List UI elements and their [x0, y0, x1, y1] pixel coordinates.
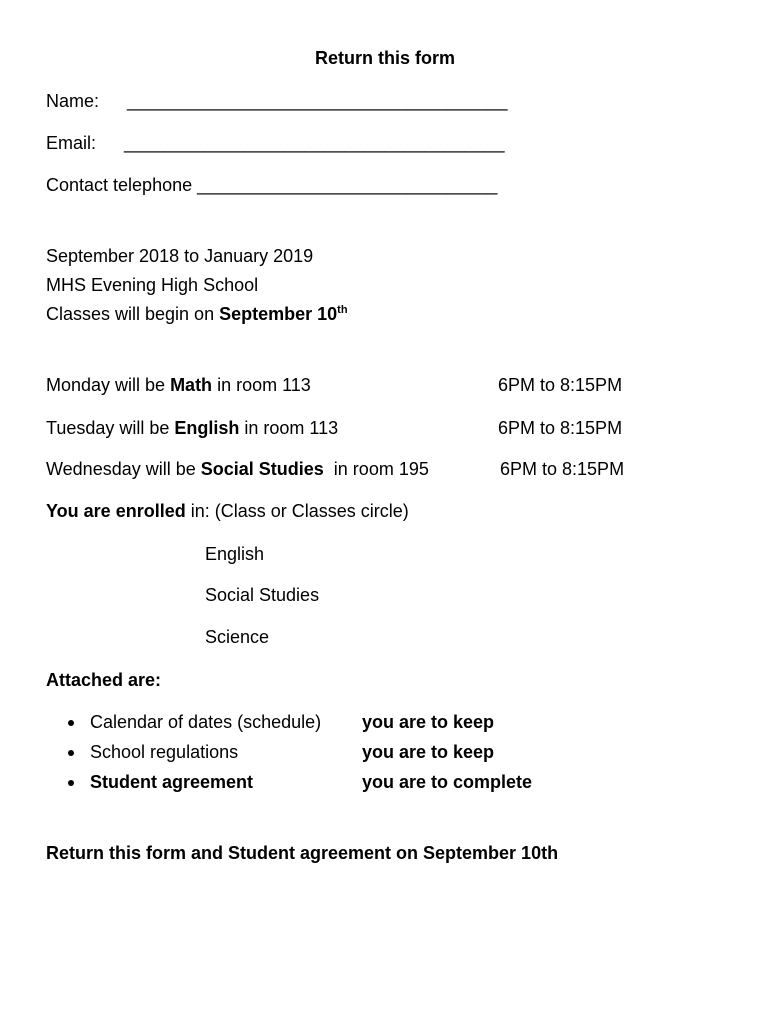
name-field-row — [46, 91, 507, 112]
enrolled-rest: in: (Class or Classes circle) — [185, 501, 409, 521]
schedule-row-tuesday — [46, 418, 338, 439]
schedule-row-wednesday — [46, 459, 429, 480]
school-name: MHS Evening High School — [46, 275, 259, 295]
schedule-prefix: Monday will be — [46, 375, 171, 395]
name-field[interactable]: ______________________________________ — [127, 91, 508, 111]
email-field[interactable]: ______________________________________ — [124, 133, 505, 153]
schedule-time-monday: 6PM to 8:15PM — [498, 375, 623, 395]
schedule-prefix: Wednesday will be — [46, 459, 201, 479]
enrolled-option-english[interactable]: English — [205, 544, 265, 564]
schedule-subject: Social Studies — [200, 459, 324, 479]
class-start-prefix: Classes will begin on — [46, 304, 220, 324]
phone-field-row — [46, 175, 497, 196]
enrolled-option-social-studies[interactable]: Social Studies — [205, 585, 320, 605]
bullet-icon — [68, 750, 74, 756]
attached-item: Student agreement — [90, 772, 254, 792]
enrolled-heading — [46, 501, 409, 522]
name-label: Name: — [46, 91, 100, 111]
schedule-subject: Math — [170, 375, 213, 395]
enrolled-option-science[interactable]: Science — [205, 627, 270, 647]
schedule-room: in room 113 — [239, 418, 339, 438]
schedule-subject: English — [174, 418, 240, 438]
schedule-room: in room 113 — [212, 375, 311, 395]
bullet-icon — [68, 720, 74, 726]
bullet-icon — [68, 780, 74, 786]
term-dates: September 2018 to January 2019 — [46, 246, 314, 266]
attached-action: you are to keep — [362, 712, 495, 732]
schedule-row-monday — [46, 375, 311, 396]
schedule-room: in room 195 — [323, 459, 429, 479]
email-field-row — [46, 133, 504, 154]
attached-action: you are to complete — [362, 772, 533, 792]
attached-item: School regulations — [90, 742, 239, 762]
attached-item: Calendar of dates (schedule) — [90, 712, 322, 732]
enrolled-bold: You are enrolled — [46, 501, 186, 521]
attached-action: you are to keep — [362, 742, 495, 762]
email-label: Email: — [46, 133, 97, 153]
return-note: Return this form and Student agreement on September 10th — [46, 843, 559, 863]
phone-label: Contact telephone — [46, 175, 193, 195]
schedule-time-wednesday: 6PM to 8:15PM — [500, 459, 625, 479]
class-start-sup: th — [337, 304, 348, 316]
form-title: Return this form — [314, 48, 455, 68]
class-start — [46, 304, 348, 325]
phone-field[interactable]: ______________________________ — [197, 175, 498, 195]
attached-heading: Attached are: — [46, 670, 162, 690]
class-start-date: September 10 — [219, 304, 338, 324]
schedule-prefix: Tuesday will be — [46, 418, 175, 438]
schedule-time-tuesday: 6PM to 8:15PM — [498, 418, 623, 438]
